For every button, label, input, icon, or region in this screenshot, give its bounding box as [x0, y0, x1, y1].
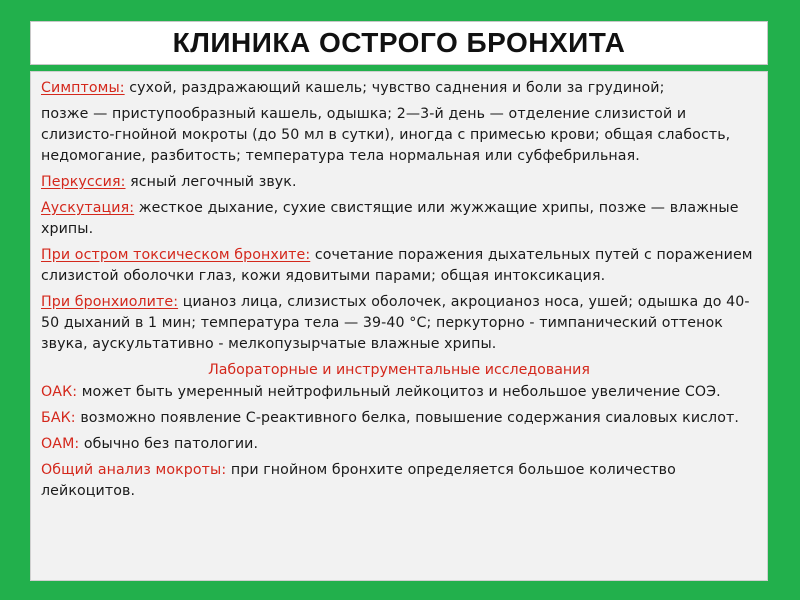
percussion-text: ясный легочный звук.: [125, 174, 297, 190]
symptoms-continued-text: позже — приступообразный кашель, одышка; 2—3-й день — отделение слизистой и слизисто-гнойной мокроты (до 50 мл в сутки), иногда с примесью крови; общая слабость, недомогание, разбитость; температура тела нормальная или субфебрильная.: [41, 106, 731, 164]
sputum-text: при гнойном бронхите определяется большое количество лейкоцитов.: [41, 462, 676, 499]
content-box: [30, 71, 768, 581]
bak-text: возможно появление С-реактивного белка, повышение содержания сиаловых кислот.: [75, 410, 739, 426]
bronchiolitis-paragraph: [41, 292, 757, 355]
oak-paragraph: [41, 382, 757, 403]
oam-text: обычно без патологии.: [79, 436, 259, 452]
bronchiolitis-text: цианоз лица, слизистых оболочек, акроцианоз носа, ушей; одышка до 40-50 дыханий в 1 мин; температура тела — 39-40 °С; перкуторно - тимпанический оттенок звука, аускультативно - мелкопузырчатые влажные хрипы.: [41, 294, 750, 352]
percussion-paragraph: [41, 172, 757, 193]
oam-paragraph: [41, 434, 757, 455]
bak-paragraph: [41, 408, 757, 429]
toxic-bronchitis-paragraph: [41, 245, 757, 287]
title-box: [30, 21, 768, 65]
percussion-label: Перкуссия:: [41, 174, 126, 190]
sputum-paragraph: [41, 460, 757, 502]
symptoms-text: сухой, раздражающий кашель; чувство саднения и боли за грудиной;: [124, 80, 665, 96]
oak-label: ОАК:: [41, 384, 78, 400]
bak-label: БАК:: [41, 410, 76, 426]
oak-text: может быть умеренный нейтрофильный лейкоцитоз и небольшое увеличение СОЭ.: [77, 384, 721, 400]
oam-label: ОАМ:: [41, 436, 80, 452]
bronchiolitis-label: При бронхиолите:: [41, 294, 179, 310]
toxic-bronchitis-label: При остром токсическом бронхите:: [41, 247, 311, 263]
slide-title: КЛИНИКА ОСТРОГО БРОНХИТА: [172, 27, 626, 58]
auscultation-text: жесткое дыхание, сухие свистящие или жужжащие хрипы, позже — влажные хрипы.: [41, 200, 739, 237]
auscultation-label: Аускутация:: [41, 200, 135, 216]
toxic-bronchitis-text: сочетание поражения дыхательных путей с поражением слизистой оболочки глаз, кожи ядовитыми парами; общая интоксикация.: [41, 247, 753, 284]
sputum-label: Общий анализ мокроты:: [41, 462, 227, 478]
symptoms-continued-paragraph: [41, 104, 757, 167]
auscultation-paragraph: [41, 198, 757, 240]
symptoms-paragraph: [41, 78, 757, 99]
symptoms-label: Симптомы:: [41, 80, 125, 96]
lab-section-title: Лабораторные и инструментальные исследования: [208, 362, 590, 378]
